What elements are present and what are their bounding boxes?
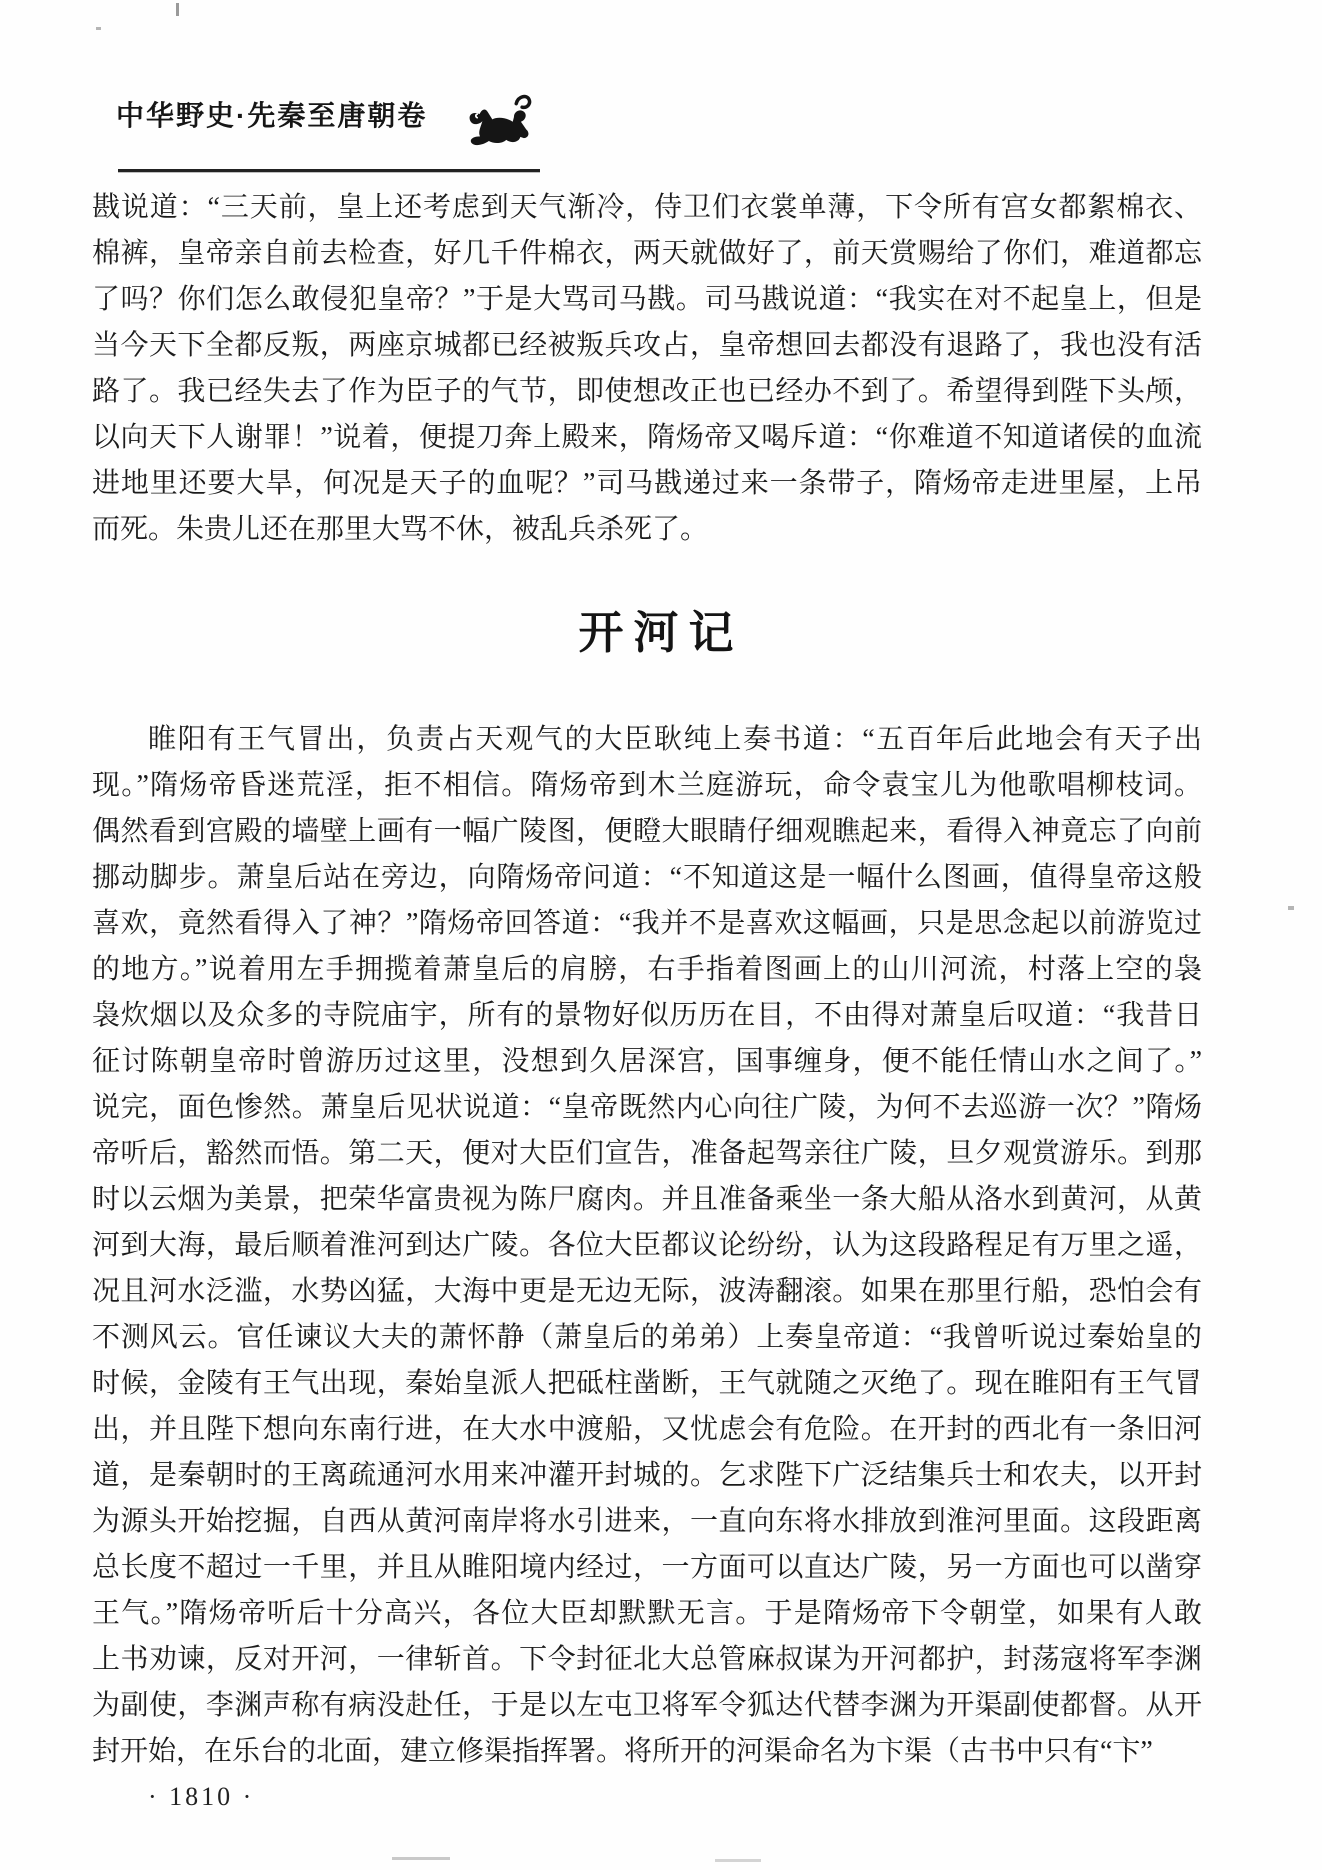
scan-artifact <box>392 1857 450 1860</box>
text-line: 睢阳有王气冒出，负责占天观气的大臣耿纯上奏书道：“五百年后此地会有天子出 <box>148 724 1202 755</box>
section-title: 开河记 <box>578 607 744 658</box>
text-line: 当今天下全都反叛，两座京城都已经被叛兵攻占，皇帝想回去都没有退路了，我也没有活 <box>92 330 1202 361</box>
text-line: 喜欢，竟然看得入了神？”隋炀帝回答道：“我并不是喜欢这幅画，只是思念起以前游览过 <box>92 908 1202 939</box>
text-line: 袅炊烟以及众多的寺院庙宇，所有的景物好似历历在目，不由得对萧皇后叹道：“我昔日 <box>92 1000 1202 1031</box>
text-line: 封开始，在乐台的北面，建立修渠指挥署。将所开的河渠命名为卞渠（古书中只有“卞” <box>92 1736 1153 1767</box>
text-line: 帝听后，豁然而悟。第二天，便对大臣们宣告，准备起驾亲往广陵，旦夕观赏游乐。到那 <box>92 1138 1202 1169</box>
scan-artifact <box>96 27 101 30</box>
page-footer <box>148 1782 254 1812</box>
text-line: 的地方。”说着用左手拥揽着萧皇后的肩膀，右手指着图画上的山川河流，村落上空的袅 <box>92 954 1202 985</box>
text-line: 偶然看到宫殿的墙壁上画有一幅广陵图，便瞪大眼睛仔细观瞧起来，看得入神竟忘了向前 <box>92 816 1202 847</box>
text-line: 道，是秦朝时的王离疏通河水用来冲灌开封城的。乞求陛下广泛结集兵士和农夫，以开封 <box>92 1460 1202 1491</box>
text-line: 挪动脚步。萧皇后站在旁边，向隋炀帝问道：“不知道这是一幅什么图画，值得皇帝这般 <box>92 862 1202 893</box>
text-line: 现。”隋炀帝昏迷荒淫，拒不相信。隋炀帝到木兰庭游玩，命令袁宝儿为他歌唱柳枝词。 <box>92 770 1202 801</box>
section-paragraph <box>92 717 1202 1775</box>
book-title: 中华野史·先秦至唐朝卷 <box>116 100 428 131</box>
text-line: 而死。朱贵儿还在那里大骂不休，被乱兵杀死了。 <box>92 514 709 545</box>
text-line: 出，并且陛下想向东南行进，在大水中渡船，又忧虑会有危险。在开封的西北有一条旧河 <box>92 1414 1202 1445</box>
text-line: 棉裤，皇帝亲自前去检查，好几千件棉衣，两天就做好了，前天赏赐给了你们，难道都忘 <box>92 238 1202 269</box>
text-line: 不测风云。官任谏议大夫的萧怀静（萧皇后的弟弟）上奏皇帝道：“我曾听说过秦始皇的 <box>92 1322 1202 1353</box>
text-line: 路了。我已经失去了作为臣子的气节，即使想改正也已经办不到了。希望得到陛下头颅， <box>92 376 1202 407</box>
text-line: 说完，面色惨然。萧皇后见状说道：“皇帝既然内心向往广陵，为何不去巡游一次？”隋炀 <box>92 1092 1202 1123</box>
text-line: 上书劝谏，反对开河，一律斩首。下令封征北大总管麻叔谋为开河都护，封荡寇将军李渊 <box>92 1644 1202 1675</box>
story-continuation <box>92 185 1202 553</box>
text-line: 为源头开始挖掘，自西从黄河南岸将水引进来，一直向东将水排放到淮河里面。这段距离 <box>92 1506 1202 1537</box>
dragon-seal-icon <box>462 88 532 152</box>
text-line: 时候，金陵有王气出现，秦始皇派人把砥柱凿断，王气就随之灭绝了。现在睢阳有王气冒 <box>92 1368 1202 1399</box>
header-rule <box>118 169 540 172</box>
text-line: 进地里还要大旱，何况是天子的血呢？”司马戡递过来一条带子，隋炀帝走进里屋，上吊 <box>92 468 1202 499</box>
scan-artifact <box>176 3 179 16</box>
text-line: 况且河水泛滥，水势凶猛，大海中更是无边无际，波涛翻滚。如果在那里行船，恐怕会有 <box>92 1276 1202 1307</box>
scan-artifact <box>715 1859 761 1862</box>
text-line: 王气。”隋炀帝听后十分高兴，各位大臣却默默无言。于是隋炀帝下令朝堂，如果有人敢 <box>92 1598 1202 1629</box>
scan-artifact <box>1288 906 1294 910</box>
text-line: 时以云烟为美景，把荣华富贵视为陈尸腐肉。并且准备乘坐一条大船从洛水到黄河，从黄 <box>92 1184 1202 1215</box>
text-line: 河到大海，最后顺着淮河到达广陵。各位大臣都议论纷纷，认为这段路程足有万里之遥， <box>92 1230 1202 1261</box>
text-line: 总长度不超过一千里，并且从睢阳境内经过，一方面可以直达广陵，另一方面也可以凿穿 <box>92 1552 1202 1583</box>
text-line: 以向天下人谢罪！”说着，便提刀奔上殿来，隋炀帝又喝斥道：“你难道不知道诸侯的血流 <box>92 422 1202 453</box>
text-line: 征讨陈朝皇帝时曾游历过这里，没想到久居深宫，国事缠身，便不能任情山水之间了。” <box>92 1046 1202 1077</box>
text-line: 为副使，李渊声称有病没赴任，于是以左屯卫将军令狐达代替李渊为开渠副使都督。从开 <box>92 1690 1202 1721</box>
text-line: 戡说道：“三天前，皇上还考虑到天气渐冷，侍卫们衣裳单薄，下令所有宫女都絮棉衣、 <box>92 192 1202 223</box>
page-number: · 1810 · <box>148 1782 255 1811</box>
text-line: 了吗？你们怎么敢侵犯皇帝？”于是大骂司马戡。司马戡说道：“我实在对不起皇上，但是 <box>92 284 1202 315</box>
